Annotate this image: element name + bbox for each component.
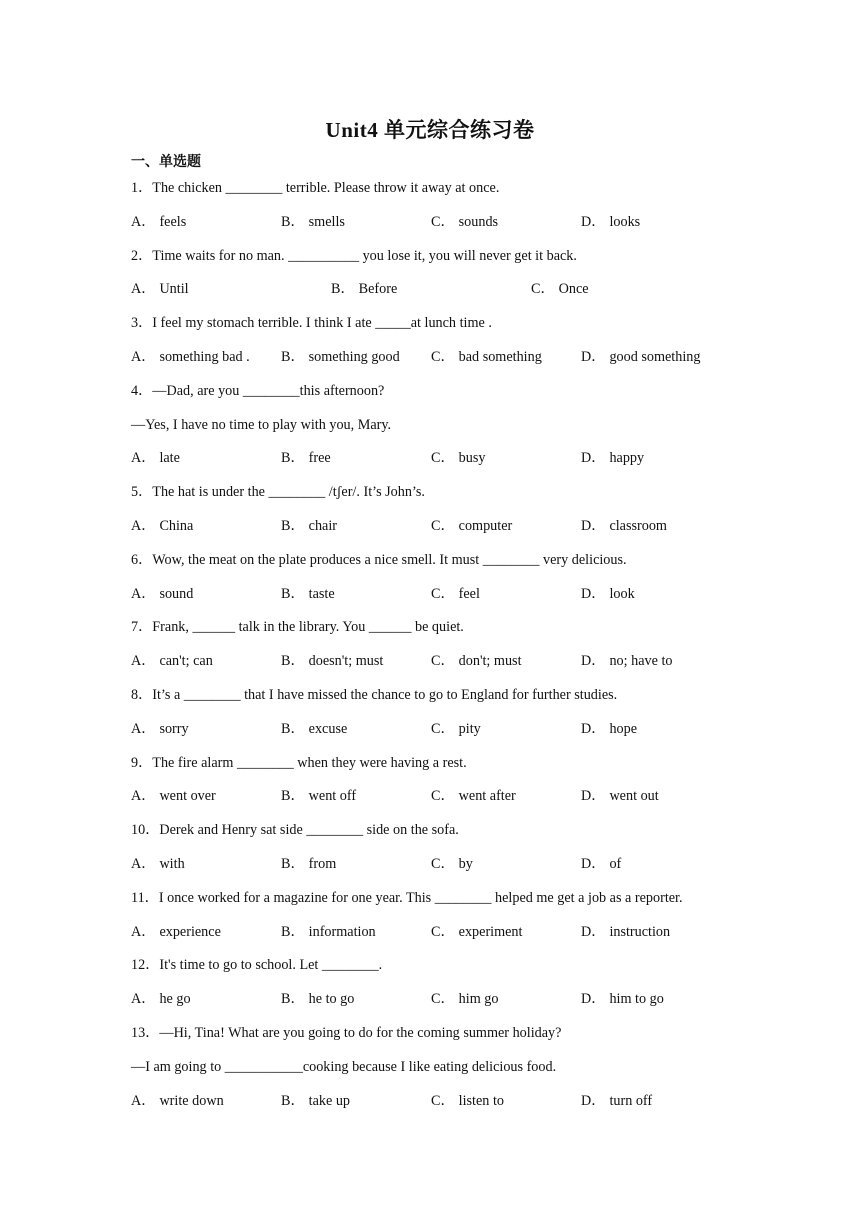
option-label: D． bbox=[581, 585, 606, 602]
option-label: D． bbox=[581, 923, 606, 940]
option-text: he go bbox=[159, 991, 191, 1008]
answer-option[interactable] bbox=[431, 780, 516, 814]
answer-options bbox=[131, 578, 731, 612]
answer-option[interactable] bbox=[431, 713, 481, 747]
answer-option[interactable] bbox=[531, 273, 589, 307]
option-label: D． bbox=[581, 450, 606, 467]
answer-option[interactable] bbox=[281, 341, 400, 375]
option-label: B． bbox=[281, 653, 305, 670]
option-label: C． bbox=[431, 348, 455, 365]
option-text: classroom bbox=[609, 517, 667, 534]
question-item bbox=[131, 1017, 731, 1118]
answer-option[interactable] bbox=[581, 713, 637, 747]
answer-option[interactable] bbox=[131, 780, 216, 814]
answer-option[interactable] bbox=[131, 442, 180, 476]
answer-option[interactable] bbox=[431, 1085, 504, 1119]
option-text: smells bbox=[308, 213, 345, 230]
answer-option[interactable] bbox=[431, 206, 498, 240]
answer-option[interactable] bbox=[131, 1085, 224, 1119]
question-item bbox=[131, 679, 731, 747]
option-label: A． bbox=[131, 720, 156, 737]
option-label: A． bbox=[131, 991, 156, 1008]
option-text: sorry bbox=[159, 720, 189, 737]
option-text: look bbox=[609, 585, 635, 602]
answer-option[interactable] bbox=[581, 1085, 652, 1119]
question-item bbox=[131, 172, 731, 240]
option-text: computer bbox=[458, 517, 513, 534]
option-text: with bbox=[159, 855, 185, 872]
answer-option[interactable] bbox=[281, 1085, 350, 1119]
answer-option[interactable] bbox=[431, 916, 522, 950]
option-label: C． bbox=[431, 923, 455, 940]
option-text: experiment bbox=[458, 923, 523, 940]
question-stem: 11．I once worked for a magazine for one year. This ________ helped me get a job as a reporter. bbox=[131, 889, 683, 906]
question-list bbox=[131, 172, 731, 1118]
answer-option[interactable] bbox=[281, 916, 376, 950]
option-label: A． bbox=[131, 517, 156, 534]
answer-option[interactable] bbox=[281, 645, 383, 679]
option-text: good something bbox=[609, 348, 701, 365]
question-item bbox=[131, 240, 731, 308]
question-stem: 10．Derek and Henry sat side ________ side on the sofa. bbox=[131, 822, 459, 839]
option-text: China bbox=[159, 517, 194, 534]
option-text: something bad . bbox=[159, 348, 250, 365]
option-label: A． bbox=[131, 653, 156, 670]
option-label: D． bbox=[581, 213, 606, 230]
answer-option[interactable] bbox=[131, 341, 250, 375]
option-label: A． bbox=[131, 585, 156, 602]
option-label: C． bbox=[431, 213, 455, 230]
option-label: B． bbox=[331, 281, 355, 298]
option-label: A． bbox=[131, 923, 156, 940]
question-stem: 7．Frank, ______ talk in the library. You ______ be quiet. bbox=[131, 619, 464, 636]
option-label: C． bbox=[431, 991, 455, 1008]
answer-option[interactable] bbox=[281, 713, 347, 747]
option-label: C． bbox=[431, 1092, 455, 1109]
answer-options bbox=[131, 442, 731, 476]
section-heading: 一、单选题 bbox=[131, 154, 201, 170]
answer-option[interactable] bbox=[281, 983, 354, 1017]
answer-option[interactable] bbox=[581, 983, 664, 1017]
answer-option[interactable] bbox=[581, 510, 667, 544]
answer-option[interactable] bbox=[281, 206, 345, 240]
option-label: C． bbox=[431, 517, 455, 534]
option-text: free bbox=[308, 450, 331, 467]
answer-option[interactable] bbox=[131, 916, 221, 950]
option-label: C． bbox=[431, 788, 455, 805]
question-item bbox=[131, 375, 731, 476]
question-stem: 5．The hat is under the ________ /tʃer/. It’s John’s. bbox=[131, 484, 425, 501]
option-text: take up bbox=[308, 1092, 351, 1109]
option-label: A． bbox=[131, 1092, 156, 1109]
answer-option[interactable] bbox=[131, 578, 193, 612]
option-label: C． bbox=[431, 585, 455, 602]
option-text: Once bbox=[558, 281, 589, 298]
option-text: late bbox=[159, 450, 180, 467]
answer-options bbox=[131, 713, 731, 747]
question-stem: 3．I feel my stomach terrible. I think I ate _____at lunch time . bbox=[131, 315, 492, 332]
option-label: C． bbox=[431, 653, 455, 670]
option-label: C． bbox=[431, 720, 455, 737]
question-dialogue-line: —I am going to ___________cooking because I like eating delicious food. bbox=[131, 1058, 557, 1075]
answer-options bbox=[131, 273, 731, 307]
option-label: B． bbox=[281, 585, 305, 602]
answer-option[interactable] bbox=[281, 510, 337, 544]
option-label: B． bbox=[281, 450, 305, 467]
question-stem: 8．It’s a ________ that I have missed the chance to go to England for further studies. bbox=[131, 686, 618, 703]
answer-option[interactable] bbox=[431, 510, 512, 544]
option-text: taste bbox=[308, 585, 335, 602]
option-label: D． bbox=[581, 991, 606, 1008]
option-label: B． bbox=[281, 720, 305, 737]
option-text: him to go bbox=[609, 991, 664, 1008]
answer-option[interactable] bbox=[431, 983, 498, 1017]
answer-option[interactable] bbox=[131, 273, 189, 307]
option-text: feels bbox=[159, 213, 187, 230]
answer-option[interactable] bbox=[281, 442, 331, 476]
answer-options bbox=[131, 848, 731, 882]
answer-options bbox=[131, 645, 731, 679]
question-item bbox=[131, 747, 731, 815]
answer-options bbox=[131, 510, 731, 544]
option-text: busy bbox=[458, 450, 486, 467]
option-label: B． bbox=[281, 788, 305, 805]
answer-option[interactable] bbox=[131, 510, 193, 544]
option-label: B． bbox=[281, 991, 305, 1008]
option-text: pity bbox=[458, 720, 481, 737]
option-text: sound bbox=[159, 585, 194, 602]
answer-option[interactable] bbox=[431, 848, 473, 882]
answer-option[interactable] bbox=[581, 645, 672, 679]
option-text: Before bbox=[358, 281, 398, 298]
option-text: doesn't; must bbox=[308, 653, 384, 670]
option-text: no; have to bbox=[609, 653, 673, 670]
question-stem: 4．—Dad, are you ________this afternoon? bbox=[131, 382, 385, 399]
option-text: listen to bbox=[458, 1092, 504, 1109]
option-text: went over bbox=[159, 788, 216, 805]
answer-option[interactable] bbox=[581, 341, 700, 375]
answer-option[interactable] bbox=[281, 780, 356, 814]
question-item bbox=[131, 611, 731, 679]
question-item bbox=[131, 814, 731, 882]
question-dialogue-line: —Yes, I have no time to play with you, Mary. bbox=[131, 416, 392, 433]
page-title: Unit4 单元综合练习卷 bbox=[325, 118, 535, 142]
answer-option[interactable] bbox=[131, 206, 186, 240]
option-label: B． bbox=[281, 855, 305, 872]
answer-option[interactable] bbox=[131, 713, 189, 747]
option-text: write down bbox=[159, 1092, 224, 1109]
answer-options bbox=[131, 1085, 731, 1119]
option-text: can't; can bbox=[159, 653, 213, 670]
option-text: from bbox=[308, 855, 337, 872]
question-item bbox=[131, 307, 731, 375]
option-text: information bbox=[308, 923, 376, 940]
answer-option[interactable] bbox=[581, 916, 670, 950]
question-stem: 12．It's time to go to school. Let ________. bbox=[131, 957, 383, 974]
question-item bbox=[131, 544, 731, 612]
question-item bbox=[131, 882, 731, 950]
option-label: B． bbox=[281, 1092, 305, 1109]
option-text: of bbox=[609, 855, 622, 872]
option-label: D． bbox=[581, 855, 606, 872]
option-label: D． bbox=[581, 517, 606, 534]
option-text: experience bbox=[159, 923, 221, 940]
answer-option[interactable] bbox=[431, 442, 485, 476]
answer-options bbox=[131, 983, 731, 1017]
answer-option[interactable] bbox=[581, 848, 621, 882]
option-label: D． bbox=[581, 788, 606, 805]
answer-option[interactable] bbox=[581, 206, 640, 240]
answer-option[interactable] bbox=[331, 273, 397, 307]
question-item bbox=[131, 949, 731, 1017]
option-label: B． bbox=[281, 923, 305, 940]
option-label: D． bbox=[581, 348, 606, 365]
option-label: C． bbox=[431, 450, 455, 467]
question-item bbox=[131, 476, 731, 544]
option-label: D． bbox=[581, 720, 606, 737]
option-label: A． bbox=[131, 855, 156, 872]
option-text: bad something bbox=[458, 348, 542, 365]
answer-option[interactable] bbox=[131, 848, 185, 882]
option-text: went after bbox=[458, 788, 516, 805]
question-stem: 6．Wow, the meat on the plate produces a nice smell. It must ________ very delicious. bbox=[131, 551, 627, 568]
question-stem: 9．The fire alarm ________ when they were having a rest. bbox=[131, 754, 467, 771]
question-stem: 2．Time waits for no man. __________ you lose it, you will never get it back. bbox=[131, 247, 577, 264]
option-label: A． bbox=[131, 348, 156, 365]
answer-options bbox=[131, 916, 731, 950]
option-label: A． bbox=[131, 281, 156, 298]
option-text: he to go bbox=[308, 991, 355, 1008]
option-text: turn off bbox=[609, 1092, 653, 1109]
answer-option[interactable] bbox=[131, 983, 191, 1017]
option-label: C． bbox=[531, 281, 555, 298]
option-text: feel bbox=[458, 585, 480, 602]
option-label: B． bbox=[281, 348, 305, 365]
answer-option[interactable] bbox=[431, 341, 542, 375]
answer-options bbox=[131, 780, 731, 814]
answer-option[interactable] bbox=[131, 645, 213, 679]
option-label: C． bbox=[431, 855, 455, 872]
answer-option[interactable] bbox=[581, 780, 659, 814]
option-text: chair bbox=[308, 517, 338, 534]
option-label: B． bbox=[281, 213, 305, 230]
option-label: B． bbox=[281, 517, 305, 534]
option-text: by bbox=[458, 855, 473, 872]
option-text: excuse bbox=[308, 720, 348, 737]
option-text: instruction bbox=[609, 923, 671, 940]
answer-options bbox=[131, 341, 731, 375]
option-text: don't; must bbox=[458, 653, 522, 670]
option-text: happy bbox=[609, 450, 645, 467]
option-text: something good bbox=[308, 348, 400, 365]
option-text: Until bbox=[159, 281, 189, 298]
question-stem: 13．—Hi, Tina! What are you going to do for the coming summer holiday? bbox=[131, 1024, 562, 1041]
option-label: A． bbox=[131, 788, 156, 805]
option-label: A． bbox=[131, 213, 156, 230]
answer-option[interactable] bbox=[581, 578, 635, 612]
answer-option[interactable] bbox=[581, 442, 644, 476]
answer-option[interactable] bbox=[431, 578, 480, 612]
answer-option[interactable] bbox=[281, 848, 336, 882]
answer-option[interactable] bbox=[281, 578, 335, 612]
option-text: hope bbox=[609, 720, 638, 737]
option-text: sounds bbox=[458, 213, 499, 230]
option-text: went out bbox=[609, 788, 659, 805]
question-stem: 1．The chicken ________ terrible. Please throw it away at once. bbox=[131, 180, 500, 196]
option-text: went off bbox=[308, 788, 357, 805]
option-label: D． bbox=[581, 1092, 606, 1109]
option-label: A． bbox=[131, 450, 156, 467]
answer-option[interactable] bbox=[431, 645, 522, 679]
option-text: looks bbox=[609, 213, 641, 230]
option-label: D． bbox=[581, 653, 606, 670]
option-text: him go bbox=[458, 991, 499, 1008]
answer-options bbox=[131, 206, 731, 240]
